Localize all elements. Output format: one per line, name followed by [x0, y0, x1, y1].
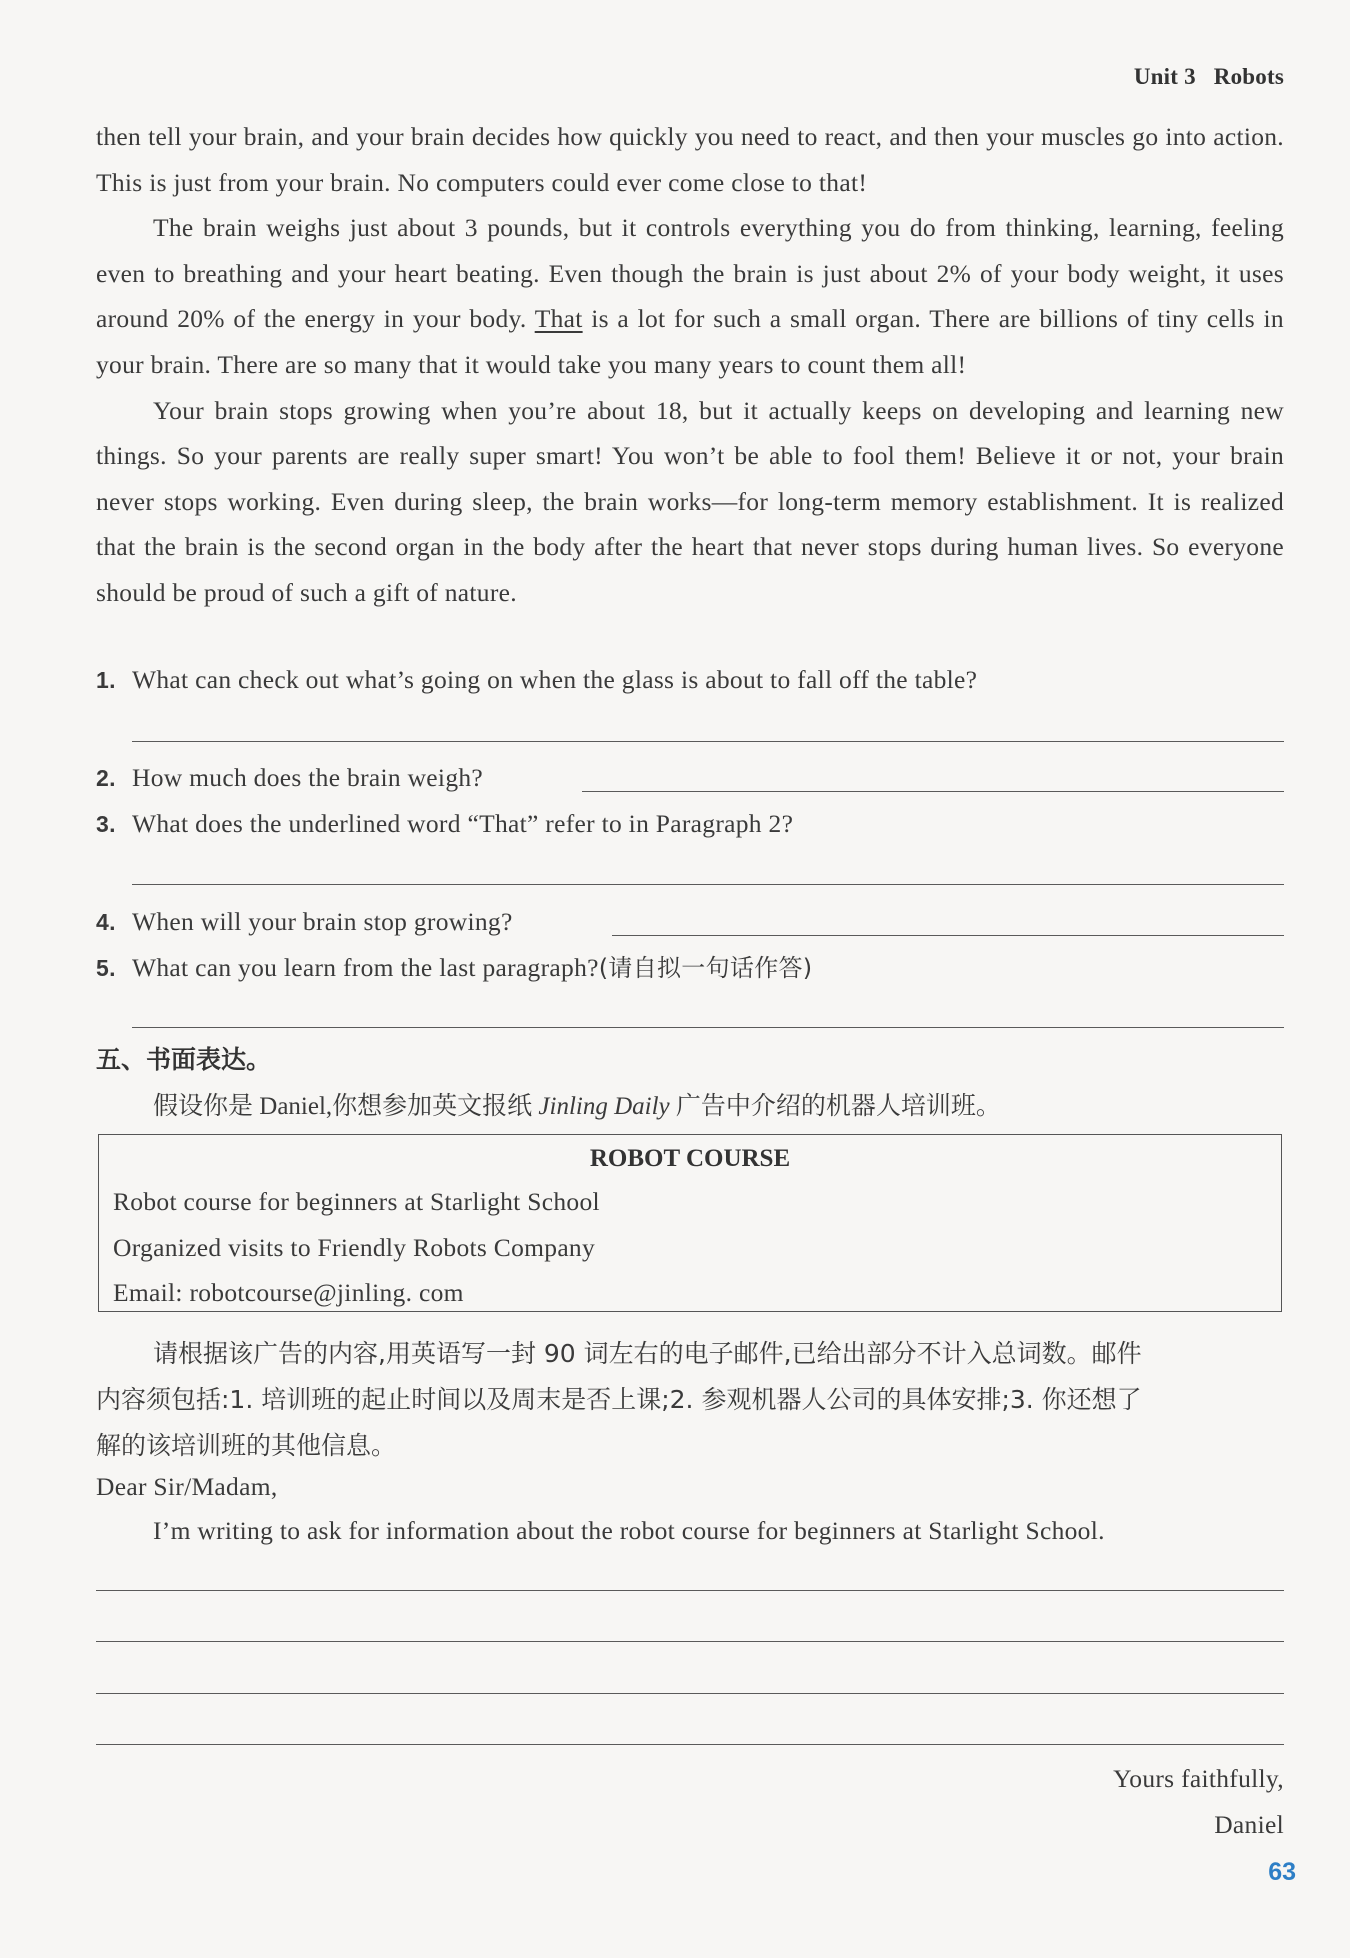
- answer-line-2[interactable]: [582, 791, 1284, 792]
- letter-salutation: Dear Sir/Madam,: [96, 1472, 278, 1501]
- running-head: [1134, 64, 1284, 90]
- advertisement-box: [98, 1134, 1282, 1312]
- paragraph-1-continued: then tell your brain, and your brain decides how quickly you need to react, and then your muscles go into action. This is just from your brain. No computers could ever come close to that!: [96, 122, 1284, 197]
- answer-line-4[interactable]: [612, 935, 1284, 936]
- page-number: 63: [1268, 1858, 1296, 1886]
- answer-line-1[interactable]: [132, 741, 1284, 742]
- section-title-writing: 五、书面表达。: [96, 1045, 272, 1074]
- letter-opening: I’m writing to ask for information about the robot course for beginners at Starlight School.: [153, 1516, 1105, 1545]
- instruction-line-2: 内容须包括:1. 培训班的起止时间以及周末是否上课;2. 参观机器人公司的具体安排;3. 你还想了: [96, 1385, 1142, 1414]
- paragraph-2: The brain weighs just about 3 pounds, but it controls everything you do from thinking, learning, feeling even to breathing and your heart beating. Even though the brain is just about 2% of your body weight, it uses around 20% of the energy in your body. That is a lot for such a small organ. There are billions of tiny cells in your brain. There are so many that it would take you many years to count them all!: [96, 213, 1284, 379]
- writing-intro: 假设你是 Daniel,你想参加英文报纸 Jinling Daily 广告中介绍的机器人培训班。: [153, 1091, 1001, 1120]
- writing-line-4[interactable]: [96, 1744, 1284, 1745]
- unit-title: Robots: [1213, 64, 1284, 89]
- letter-closing: Yours faithfully,: [1113, 1764, 1284, 1793]
- writing-line-2[interactable]: [96, 1641, 1284, 1642]
- answer-line-3[interactable]: [132, 884, 1284, 885]
- question-3: 3. What does the underlined word “That” refer to in Paragraph 2?: [96, 809, 794, 838]
- instruction-line-3: 解的该培训班的其他信息。: [96, 1431, 397, 1460]
- question-2: 2. How much does the brain weigh?: [96, 763, 484, 792]
- writing-line-3[interactable]: [96, 1693, 1284, 1694]
- reading-passage: [96, 114, 1284, 616]
- letter-signature: Daniel: [1214, 1810, 1284, 1839]
- paragraph-3: Your brain stops growing when you’re about 18, but it actually keeps on developing and learning new things. So your parents are really super smart! You won’t be able to fool them! Believe it or not, your brain never stops working. Even during sleep, the brain works—for long-term memory establishment. It is realized that the brain is the second organ in the body after the heart that never stops during human lives. So everyone should be proud of such a gift of nature.: [96, 395, 1284, 607]
- ad-title: ROBOT COURSE: [589, 1145, 791, 1172]
- ad-line-3: Email: robotcourse@jinling. com: [113, 1278, 464, 1307]
- question-5: 5. What can you learn from the last paragraph?(请自拟一句话作答): [96, 953, 813, 982]
- instruction-line-1: 请根据该广告的内容,用英语写一封 90 词左右的电子邮件,已给出部分不计入总词数。邮件: [153, 1339, 1142, 1368]
- question-1: 1. What can check out what’s going on when the glass is about to fall off the table?: [96, 665, 978, 694]
- newspaper-name: Jinling Daily: [532, 1093, 676, 1120]
- question-4: 4. When will your brain stop growing?: [96, 907, 513, 936]
- writing-line-1[interactable]: [96, 1590, 1284, 1591]
- ad-line-2: Organized visits to Friendly Robots Company: [113, 1233, 596, 1262]
- answer-line-5[interactable]: [132, 1027, 1284, 1028]
- unit-label: Unit 3: [1133, 64, 1196, 89]
- underlined-word: That: [534, 304, 583, 334]
- ad-line-1: Robot course for beginners at Starlight School: [113, 1187, 600, 1216]
